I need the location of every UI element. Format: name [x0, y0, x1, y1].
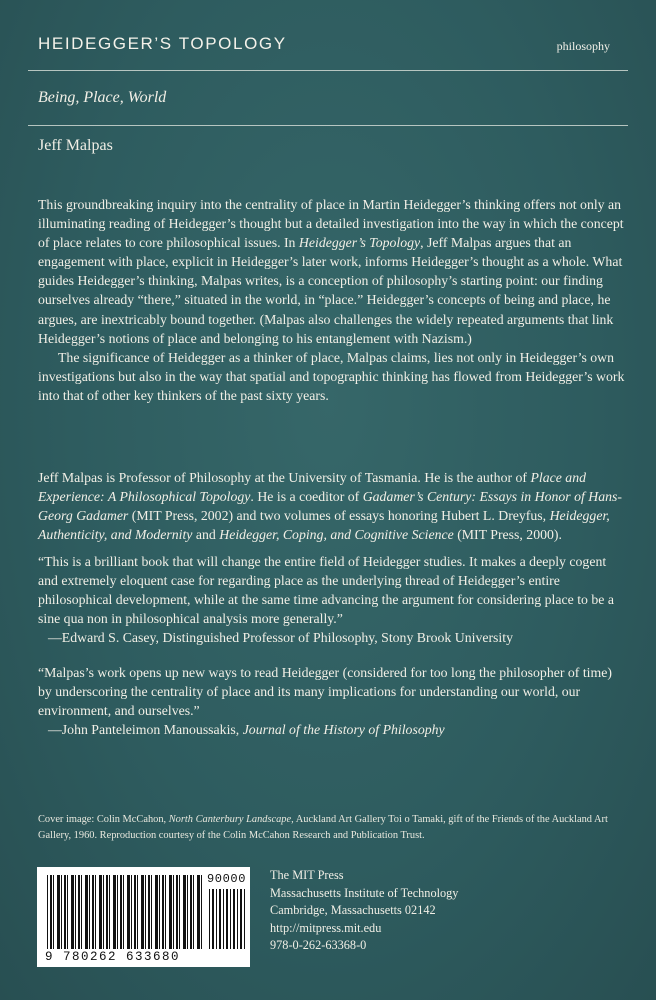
author-name: Jeff Malpas	[38, 137, 113, 154]
bio-text: Jeff Malpas is Professor of Philosophy at the University of Tasmania. He is the author of	[38, 470, 531, 485]
barcode-addon-bars	[209, 889, 245, 949]
divider-top	[28, 70, 628, 71]
bio-text: and	[192, 527, 220, 543]
description-text: , Jeff Malpas argues that an engagement with place, explicit in Heidegger’s later work, informs Heidegger’s thought as a whole. What guides Heidegger’s thinking, Malpas writes, is a conception of philosophy’s starting point: our finding ourselves already “there,” situated in the world, in “place.” Heidegger’s concepts of being and place, he argues, are inextricably bound together. (Malpas also challenges the widely repeated arguments that link Heidegger’s notions of place and belonging to his entanglement with Nazism.)	[38, 235, 623, 346]
author-bio	[38, 468, 628, 544]
description-paragraph-2: The significance of Heidegger as a thinker of place, Malpas claims, lies not only in Heidegger’s own investigations but also in the way that spatial and topographic thinking has flowed from Heidegger’s work into that of other key thinkers of the past sixty years.	[38, 349, 625, 403]
publisher-info	[270, 867, 458, 955]
category-label: philosophy	[556, 39, 610, 53]
bio-book-title: Heidegger, Coping, and Cognitive Science	[219, 527, 454, 543]
credit-text: Auckland Art Gallery Toi o Tamaki, gift of the Friends of the Auckland Art Gallery, 1960. Reproduction courtesy of the Colin McCahon Research and Publication Trust.	[38, 814, 608, 841]
description-paragraph-1	[38, 195, 628, 348]
credit-work-title: North Canterbury Landscape,	[168, 814, 294, 825]
quote-text: “Malpas’s work opens up new ways to read Heidegger (considered for too long the philosopher of time) by underscoring the centrality of place and its many implications for understanding our world, our environment, and ourselves.”	[38, 665, 612, 719]
attribution-source: Journal of the History of Philosophy	[242, 722, 445, 738]
bio-book-title: Gadamer’s Century: Essays in Honor of Hans-Georg Gadamer	[38, 489, 623, 524]
description-text: This groundbreaking inquiry into the centrality of place in Martin Heidegger’s thinking offers not only an illuminating reading of Heidegger’s thought but a detailed investigation into the way in which the concept of place relates to core philosophical issues. In	[38, 197, 624, 251]
review-quote-1	[38, 552, 628, 647]
bio-text: . He is a coeditor of	[250, 489, 363, 505]
publisher-website: http://mitpress.mit.edu	[270, 920, 382, 935]
bio-book-title: Heidegger, Authenticity, and Modernity	[38, 508, 610, 543]
barcode-addon-digits: 90000	[207, 872, 247, 886]
barcode-bars	[47, 875, 203, 949]
isbn-barcode	[37, 867, 250, 967]
publisher-name: The MIT Press	[270, 868, 344, 882]
quote-attribution	[38, 720, 628, 739]
book-subtitle: Being, Place, World	[38, 89, 167, 106]
book-title-italic: Heidegger’s Topology	[298, 235, 421, 251]
publisher-institution: Massachusetts Institute of Technology	[270, 885, 459, 900]
quote-attribution: —Edward S. Casey, Distinguished Professor of Philosophy, Stony Brook University	[48, 630, 513, 646]
isbn-number: 978-0-262-63368-0	[270, 938, 367, 952]
review-quote-2	[38, 663, 628, 739]
credit-text: Cover image: Colin McCahon,	[38, 814, 169, 825]
publisher-address: Cambridge, Massachusetts 02142	[270, 903, 436, 917]
book-title: HEIDEGGER’S TOPOLOGY	[38, 34, 287, 53]
description	[38, 195, 628, 405]
bio-text: (MIT Press, 2000).	[453, 527, 562, 543]
cover-credit	[38, 812, 628, 843]
attribution-name: —John Panteleimon Manoussakis,	[48, 722, 243, 738]
bio-book-title: Place and Experience: A Philosophical Topology	[38, 470, 587, 505]
barcode-digits: 9 780262 633680	[45, 950, 181, 964]
divider-bottom	[28, 125, 628, 126]
cover-credit-text	[38, 812, 628, 843]
bio-text: (MIT Press, 2002) and two volumes of essays honoring Hubert L. Dreyfus,	[128, 508, 550, 524]
author-bio-text	[38, 468, 628, 544]
quote-text: “This is a brilliant book that will change the entire field of Heidegger studies. It makes a deeply cogent and extremely eloquent case for regarding place as the underlying thread of Heidegger’s entire philosophical development, while at the same time advancing the argument for considering place to be a sine qua non in philosophical analysis more generally.”	[38, 554, 614, 627]
